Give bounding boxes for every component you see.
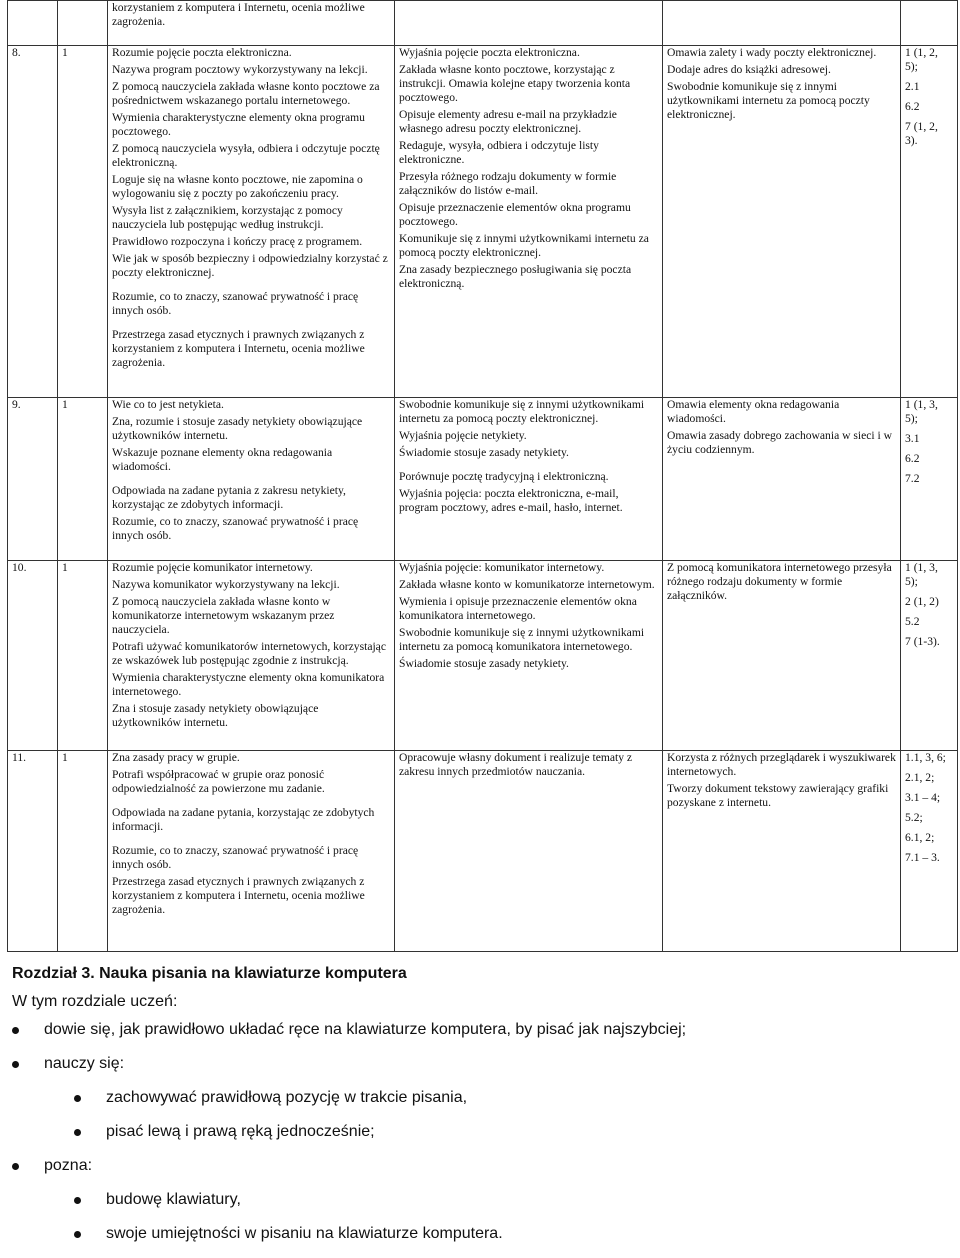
requirement-text: Przesyła różnego rodzaju dokumenty w formie załączników do listów e-mail. xyxy=(399,170,617,197)
requirement-text: Wysyła list z załącznikiem, korzystając z pomocy nauczyciela lub postępując według instrukcji. xyxy=(112,204,343,231)
curriculum-ref: 6.2 xyxy=(905,100,920,113)
requirement-text: Wymienia charakterystyczne elementy okna programu pocztowego. xyxy=(112,111,365,138)
requirement-text: Tworzy dokument tekstowy zawierający grafiki pozyskane z internetu. xyxy=(667,782,889,809)
requirement-text: Zakłada własne konto w komunikatorze internetowym. xyxy=(399,578,655,591)
requirement-text: Rozumie, co to znaczy, szanować prywatność i pracę innych osób. xyxy=(112,290,359,317)
requirements-c3 xyxy=(663,398,901,561)
requirement-text: Opisuje przeznaczenie elementów okna programu pocztowego. xyxy=(399,201,631,228)
bullet-icon xyxy=(74,1129,81,1136)
requirement-text: Rozumie pojęcie poczta elektroniczna. xyxy=(112,46,292,59)
chapter-title: Rozdział 3. Nauka pisania na klawiaturze komputera xyxy=(12,965,407,982)
goal-subitem xyxy=(74,1190,942,1210)
requirement-text: Swobodnie komunikuje się z innymi użytkownikami internetu za pomocą komunikatora internetowego. xyxy=(399,626,645,653)
requirement-text: Potrafi używać komunikatorów internetowych, korzystając ze wskazówek lub postępując zgodnie z instrukcją. xyxy=(112,640,386,667)
goal-text: dowie się, jak prawidłowo układać ręce na klawiaturze komputera, by pisać jak najszybciej; xyxy=(44,1021,687,1038)
curriculum-ref: 1 (1, 2, 5); xyxy=(905,46,938,73)
requirement-text: Przestrzega zasad etycznych i prawnych związanych z korzystaniem z komputera i Internetu, ocenia możliwe zagrożenia. xyxy=(112,328,365,369)
requirement-text: Omawia zalety i wady poczty elektronicznej. xyxy=(667,46,877,59)
requirement-text: Omawia elementy okna redagowania wiadomości. xyxy=(667,398,840,425)
requirement-text: Wyjaśnia pojęcie netykiety. xyxy=(399,429,527,442)
curriculum-ref: 7.1 – 3. xyxy=(905,851,940,864)
table-row xyxy=(8,751,958,952)
lesson-number xyxy=(8,1,58,46)
goal-text: nauczy się: xyxy=(44,1055,125,1072)
requirement-text: Wyjaśnia pojęcie: komunikator internetowy. xyxy=(399,561,605,574)
requirement-text: Nazywa komunikator wykorzystywany na lekcji. xyxy=(112,578,340,591)
requirement-text: Opracowuje własny dokument i realizuje tematy z zakresu innych przedmiotów nauczania. xyxy=(399,751,633,778)
chapter-goals-list xyxy=(12,1020,942,1244)
lesson-hours xyxy=(58,1,108,46)
curriculum-ref: 5.2 xyxy=(905,615,920,628)
requirement-text: Świadomie stosuje zasady netykiety. xyxy=(399,657,569,670)
curriculum-ref: 3.1 – 4; xyxy=(905,791,941,804)
curriculum-references xyxy=(901,751,958,952)
goal-subtext: budowę klawiatury, xyxy=(106,1191,241,1208)
goal-sublist xyxy=(44,1190,942,1244)
requirement-text: Rozumie pojęcie komunikator internetowy. xyxy=(112,561,313,574)
lesson-hours: 1 xyxy=(58,46,108,398)
requirement-text: Świadomie stosuje zasady netykiety. xyxy=(399,446,569,459)
lesson-hours: 1 xyxy=(58,561,108,751)
lesson-number: 9. xyxy=(8,398,58,561)
requirement-text: Rozumie, co to znaczy, szanować prywatność i pracę innych osób. xyxy=(112,515,359,542)
requirement-text: Przestrzega zasad etycznych i prawnych związanych z korzystaniem z komputera i Internetu, ocenia możliwe zagrożenia. xyxy=(112,875,365,916)
curriculum-ref: 1 (1, 3, 5); xyxy=(905,561,938,588)
requirement-text: Loguje się na własne konto pocztowe, nie zapomina o wylogowaniu się z poczty po zakończeniu pracy. xyxy=(112,173,363,200)
goal-subitem xyxy=(74,1088,942,1108)
goal-subtext: swoje umiejętności w pisaniu na klawiaturze komputera. xyxy=(106,1225,503,1242)
requirement-text: Wymienia charakterystyczne elementy okna komunikatora internetowego. xyxy=(112,671,385,698)
goal-subitem xyxy=(74,1224,942,1244)
curriculum-ref: 2 (1, 2) xyxy=(905,595,939,608)
goal-text: pozna: xyxy=(44,1157,93,1174)
requirement-text: Omawia zasady dobrego zachowania w sieci i w życiu codziennym. xyxy=(667,429,893,456)
requirements-c1 xyxy=(108,46,395,398)
goal-subtext: pisać lewą i prawą ręką jednocześnie; xyxy=(106,1123,375,1140)
requirements-c3 xyxy=(663,46,901,398)
requirement-text: Korzysta z różnych przeglądarek i wyszukiwarek internetowych. xyxy=(667,751,896,778)
goal-item xyxy=(12,1020,942,1040)
requirements-c2 xyxy=(395,398,663,561)
chapter-intro: W tym rozdziale uczeń: xyxy=(12,993,178,1010)
requirements-c1 xyxy=(108,1,395,46)
curriculum-ref: 2.1, 2; xyxy=(905,771,935,784)
curriculum-ref: 1 (1, 3, 5); xyxy=(905,398,938,425)
table-row xyxy=(8,46,958,398)
curriculum-ref: 3.1 xyxy=(905,432,920,445)
requirement-text: Zakłada własne konto pocztowe, korzystając z instrukcji. Omawia kolejne etapy tworzenia konta pocztowego. xyxy=(399,63,631,104)
chapter-3-section xyxy=(12,962,942,1258)
requirement-text: Zna, rozumie i stosuje zasady netykiety obowiązujące użytkowników internetu. xyxy=(112,415,363,442)
requirement-text: Potrafi współpracować w grupie oraz ponosić odpowiedzialność za powierzone mu zadanie. xyxy=(112,768,325,795)
lesson-number: 8. xyxy=(8,46,58,398)
requirement-text: Redaguje, wysyła, odbiera i odczytuje listy elektroniczne. xyxy=(399,139,599,166)
requirement-text: Wyjaśnia pojęcie poczta elektroniczna. xyxy=(399,46,580,59)
curriculum-ref: 7.2 xyxy=(905,472,920,485)
requirement-text: Swobodnie komunikuje się z innymi użytkownikami internetu za pomocą poczty elektronicznej. xyxy=(399,398,645,425)
curriculum-table xyxy=(7,0,958,952)
requirement-text: Z pomocą nauczyciela wysyła, odbiera i odczytuje pocztę elektroniczną. xyxy=(112,142,380,169)
requirement-text: Dodaje adres do książki adresowej. xyxy=(667,63,831,76)
goal-item xyxy=(12,1054,942,1142)
requirement-text: korzystaniem z komputera i Internetu, ocenia możliwe zagrożenia. xyxy=(112,1,365,28)
curriculum-ref: 2.1 xyxy=(905,80,920,93)
goal-sublist xyxy=(44,1088,942,1142)
requirement-text: Wyjaśnia pojęcia: poczta elektroniczna, e-mail, program pocztowy, adres e-mail, hasło, internet. xyxy=(399,487,623,514)
requirement-text: Zna zasady pracy w grupie. xyxy=(112,751,240,764)
requirement-text: Wymienia i opisuje przeznaczenie elementów okna komunikatora internetowego. xyxy=(399,595,637,622)
curriculum-references xyxy=(901,398,958,561)
requirement-text: Z pomocą komunikatora internetowego przesyła różnego rodzaju dokumenty w formie załączników. xyxy=(667,561,892,602)
requirement-text: Zna i stosuje zasady netykiety obowiązujące użytkowników internetu. xyxy=(112,702,319,729)
curriculum-ref: 6.1, 2; xyxy=(905,831,935,844)
table-row xyxy=(8,561,958,751)
bullet-icon xyxy=(12,1027,19,1034)
requirement-text: Odpowiada na zadane pytania z zakresu netykiety, korzystając ze zdobytych informacji. xyxy=(112,484,346,511)
table-row xyxy=(8,1,958,46)
curriculum-ref: 1.1, 3, 6; xyxy=(905,751,946,764)
bullet-icon xyxy=(74,1231,81,1238)
goal-subitem xyxy=(74,1122,942,1142)
requirements-c3 xyxy=(663,751,901,952)
curriculum-ref: 6.2 xyxy=(905,452,920,465)
lesson-number: 10. xyxy=(8,561,58,751)
goal-subtext: zachowywać prawidłową pozycję w trakcie pisania, xyxy=(106,1089,468,1106)
curriculum-references xyxy=(901,561,958,751)
requirements-c2 xyxy=(395,1,663,46)
requirement-text: Wskazuje poznane elementy okna redagowania wiadomości. xyxy=(112,446,333,473)
requirement-text: Zna zasady bezpiecznego posługiwania się poczta elektroniczną. xyxy=(399,263,632,290)
curriculum-references xyxy=(901,1,958,46)
curriculum-ref: 7 (1, 2, 3). xyxy=(905,120,938,147)
requirement-text: Odpowiada na zadane pytania, korzystając ze zdobytych informacji. xyxy=(112,806,375,833)
requirement-text: Z pomocą nauczyciela zakłada własne konto pocztowe za pośrednictwem wskazanego portalu internetowego. xyxy=(112,80,380,107)
bullet-icon xyxy=(12,1061,19,1068)
requirements-c2 xyxy=(395,751,663,952)
requirement-text: Komunikuje się z innymi użytkownikami internetu za pomocą poczty elektronicznej. xyxy=(399,232,649,259)
requirements-c1 xyxy=(108,398,395,561)
bullet-icon xyxy=(74,1095,81,1102)
bullet-icon xyxy=(12,1163,19,1170)
requirement-text: Nazywa program pocztowy wykorzystywany na lekcji. xyxy=(112,63,368,76)
curriculum-ref: 7 (1-3). xyxy=(905,635,940,648)
requirements-c3 xyxy=(663,561,901,751)
requirement-text: Opisuje elementy adresu e-mail na przykładzie własnego adresu poczty elektronicznej. xyxy=(399,108,617,135)
lesson-number: 11. xyxy=(8,751,58,952)
requirements-c3 xyxy=(663,1,901,46)
requirement-text: Rozumie, co to znaczy, szanować prywatność i pracę innych osób. xyxy=(112,844,359,871)
requirements-c2 xyxy=(395,46,663,398)
requirements-c2 xyxy=(395,561,663,751)
requirement-text: Prawidłowo rozpoczyna i kończy pracę z programem. xyxy=(112,235,363,248)
lesson-hours: 1 xyxy=(58,398,108,561)
goal-item xyxy=(12,1156,942,1244)
requirements-c1 xyxy=(108,561,395,751)
requirements-c1 xyxy=(108,751,395,952)
requirement-text: Z pomocą nauczyciela zakłada własne konto w komunikatorze internetowym wskazanym przez nauczyciela. xyxy=(112,595,335,636)
requirement-text: Porównuje pocztę tradycyjną i elektroniczną. xyxy=(399,470,609,483)
curriculum-ref: 5.2; xyxy=(905,811,923,824)
curriculum-references xyxy=(901,46,958,398)
table-row xyxy=(8,398,958,561)
lesson-hours: 1 xyxy=(58,751,108,952)
requirement-text: Wie jak w sposób bezpieczny i odpowiedzialny korzystać z poczty elektronicznej. xyxy=(112,252,388,279)
requirement-text: Swobodnie komunikuje się z innymi użytkownikami internetu za pomocą poczty elektronicznej. xyxy=(667,80,870,121)
requirement-text: Wie co to jest netykieta. xyxy=(112,398,224,411)
bullet-icon xyxy=(74,1197,81,1204)
